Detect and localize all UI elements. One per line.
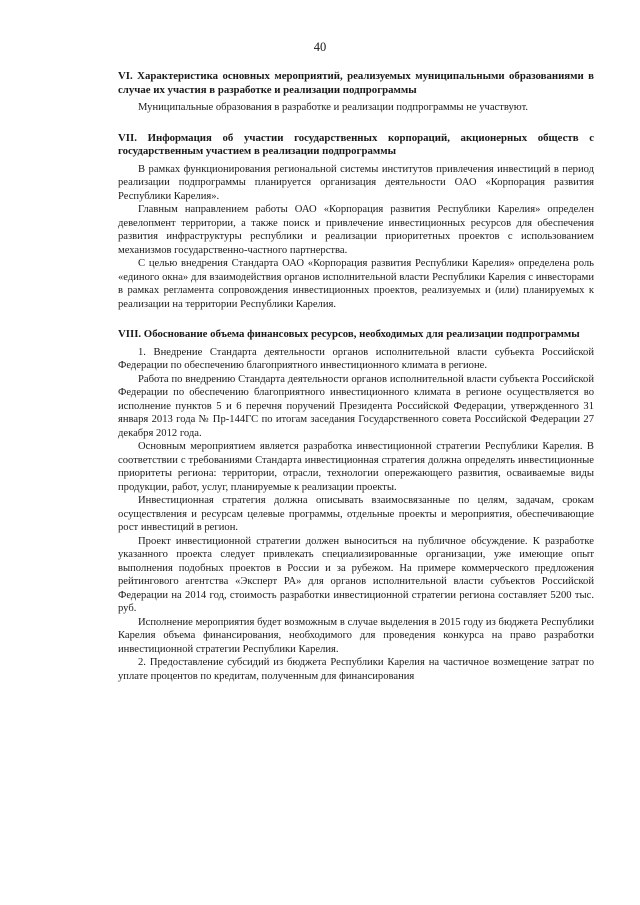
paragraph: 1. Внедрение Стандарта деятельности органов исполнительной власти субъекта Российской Федерации по обеспечению благоприятного инвестиционного климата в регионе. [118, 346, 594, 371]
paragraph: В рамках функционирования региональной системы институтов привлечения инвестиций в период реализации подпрограммы планируется организация деятельности ОАО «Корпорация развития Республики Карелия». [118, 163, 594, 202]
paragraph: 2. Предоставление субсидий из бюджета Республики Карелия на частичное возмещение затрат по уплате процентов по кредитам, полученным для финансирования [118, 657, 594, 682]
paragraph: Исполнение мероприятия будет возможным в случае выделения в 2015 году из бюджета Республики Карелия объема финансирования, необходимого для проведения конкурса на право разработки инвестиционной стратегии Республики Карелия. [118, 616, 594, 655]
page-number: 40 [313, 40, 327, 54]
section-heading: VIII. Обоснование объема финансовых ресурсов, необходимых для реализации подпрограммы [118, 328, 580, 340]
section-heading: VI. Характеристика основных мероприятий, реализуемых муниципальными образованиями в случае их участия в разработке и реализации подпрограммы [118, 70, 594, 96]
paragraph: Главным направлением работы ОАО «Корпорация развития Республики Карелия» определен девелопмент территории, а также поиск и привлечение инвестиционных ресурсов для обеспечения развития инфраструктуры республики и реализации приоритетных проектов с использованием механизмов государственно-частного партнерства. [118, 204, 594, 256]
paragraph: Проект инвестиционной стратегии должен выноситься на публичное обсуждение. К разработке указанного проекта следует привлекать специализированные организации, уже имеющие опыт выполнения подобных проектов в России и за рубежом. На примере коммерческого предложения рейтингового агентства «Эксперт РА» для органов исполнительной власти субъектов Российской Федерации на 2014 год, стоимость разработки инвестиционной стратегии региона составляет 5200 тыс. руб. [118, 535, 594, 614]
document-body [118, 70, 594, 700]
paragraph: Инвестиционная стратегия должна описывать взаимосвязанные по целям, задачам, срокам осуществления и ресурсам целевые программы, отдельные проекты и мероприятия, обеспечивающие рост инвестиций в регион. [118, 495, 594, 533]
section-heading: VII. Информация об участии государственных корпораций, акционерных обществ с государственным участием в реализации подпрограммы [118, 131, 594, 157]
paragraph: Работа по внедрению Стандарта деятельности органов исполнительной власти субъекта Российской Федерации по обеспечению благоприятного инвестиционного климата в регионе осуществляется во исполнение пунктов 5 и 6 перечня поручений Президента Российской Федерации, утвержденного 31 января 2013 года № Пр-144ГС по итогам заседания Государственного совета Российской Федерации 27 декабря 2012 года. [118, 373, 594, 439]
section-viii [118, 328, 594, 683]
section-vi [118, 70, 594, 115]
paragraph: Основным мероприятием является разработка инвестиционной стратегии Республики Карелия. В соответствии с требованиями Стандарта инвестиционная стратегия должна определять инвестиционные приоритеты региона: территории, отрасли, технологии опережающего развития, осваиваемые виды продукции, работ, услуг, планируемые к реализации проекты. [118, 441, 594, 493]
section-vii [118, 132, 594, 312]
paragraph: С целью внедрения Стандарта ОАО «Корпорация развития Республики Карелия» определена роль «единого окна» для взаимодействия органов исполнительной власти Республики Карелия с инвесторами в рамках регламента сопровождения инвестиционных проектов, реализуемых и (или) планируемых к реализации на территории Республики Карелия. [118, 258, 594, 310]
paragraph: Муниципальные образования в разработке и реализации подпрограммы не участвуют. [138, 102, 529, 113]
